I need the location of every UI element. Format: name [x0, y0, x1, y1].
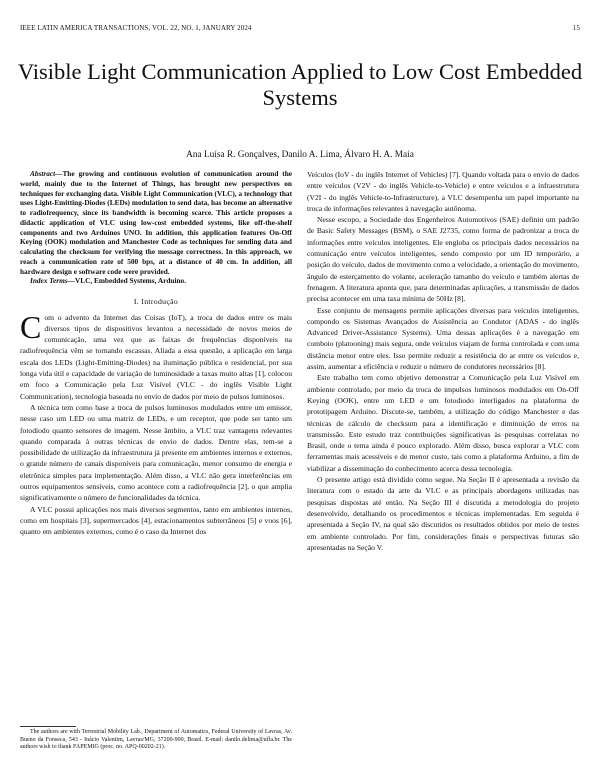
abstract-label: Abstract — [30, 169, 56, 178]
right-paragraph-3: Este trabalho tem como objetivo demonstrar a Comunicação pela Luz Visível em ambiente controlado, por meio da troca de impulsos luminosos modulados em On-Off Keying (OOK), entre um LED e um fotodiodo interligados na plataforma de prototipagem Arduino. Discute-se, também, a utilização do código Manchester e das técnicas de cálculo de checksum para a identificação e diminuição de erros na transmissão. Este estudo traz contribuições significativas às pesquisas correlatas no Brasil, onde o tema ainda é pouco explorado. Além disso, busca explorar a VLC com ferramentas mais acessíveis e de menor custo, tais como a plataforma Arduino, a fim de viabilizar a disseminação do conhecimento acerca dessa tecnologia. — [307, 373, 579, 473]
page-number: 15 — [572, 24, 580, 32]
index-terms-label: Index Terms — [30, 276, 68, 286]
right-paragraph-2: Esse conjunto de mensagens permite aplicações diversas para veículos inteligentes, compondo os Sistemas Avançados de Assistência ao Condutor (ADAS - do inglês Advanced Driver-Assistance Systems). Uma dessas aplicações é a navegação em comboio (platooning) mais segura, onde veículos viajam de forma controlada e com uma distância menor entre eles. Isso permite reduzir a resistência do ar entre os veículos e, assim, aumentar a eficiência e reduzir o número de condutores necessários [8]. — [307, 305, 579, 372]
intro-paragraph-1 — [20, 308, 292, 402]
journal-info: IEEE LATIN AMERICA TRANSACTIONS, VOL. 22, NO. 1, JANUARY 2024 — [20, 24, 252, 32]
intro-paragraph-3: A VLC possui aplicações nos mais diversos segmentos, tanto em ambientes internos, como em hospitais [3], supermercados [4], estacionamentos subterrâneos [5] e voos [6], quanto em ambientes externos, como é o caso da Internet dos — [20, 504, 292, 537]
author-footnote: The authors are with Terrestrial Mobility Lab., Department of Automatics, Federal University of Lavras, Av. Bueno da Fonseca, 543 - Inácio Valentim, Lavras/MG, 37200-900, Brasil. E-mail: danilo.delima@ufla.br. The authors wish to thank FAPEMIG (proc. no. APQ-00202-21). — [20, 729, 292, 751]
right-paragraph-0: Veículos (IoV - do inglês Internet of Vehicles) [7]. Quando voltada para o envio de dados entre veículos (V2V - do inglês Vehicle-to-Vehicle) e entre veículos e a infraestrutura (V2I - do inglês Vehicle-to-Infrastructure), a VLC desempenha um papel importante na troca de informações relevantes à navegação autônoma. — [307, 170, 579, 213]
index-terms — [20, 276, 292, 286]
abstract-text: —The growing and continuous evolution of communication around the world, mainly due to the Internet of Things, has brought new perspectives on techniques for exchanging data. Visible Light Communication (VLC), a technology that uses Light-Emitting-Diodes (LEDs) modulation to send data, has become an alternative to radiofrequency, since its bandwidth is becoming scarce. This article proposes a didactic application of VLC using low-cost embedded systems, like off-the-shelf components and two Arduinos UNO. In addition, this application features On-Off Keying (OOK) modulation and Manchester Code as techniques for sending data and calculating the checksum for verifying the message correctness. In this approach, we reach a communication rate of 500 bps, at a distance of 40 cm. In addition, all hardware design e software code were provided. — [20, 169, 292, 276]
index-terms-text: —VLC, Embedded Systems, Arduino. — [67, 276, 187, 286]
author-list: Ana Luísa R. Gonçalves, Danilo A. Lima, Álvaro H. A. Maia — [186, 150, 414, 160]
right-column — [307, 169, 579, 553]
intro-paragraph-1-text: om o advento da Internet das Coisas (IoT), a troca de dados entre os mais diversos tipos de dispositivos levantou a necessidade de novos meios de comunicação, uma vez que as faixas de frequências disponíveis na radiofrequência vêm se tornando escassas. Aliada a essa questão, a aplicação em larga escala dos LEDs (Light-Emitting-Diodes) na iluminação pública e residencial, por sua longa vida útil e capacidade de variação de luminosidade a taxas muito altas [1], colocou em foco a Comunicação pela Luz Visível (VLC - do inglês Visible Light Communication), tecnologia baseada no envio de dados por meio de pulsos luminosos. — [20, 312, 292, 401]
drop-cap: C — [20, 308, 42, 345]
section-heading-introduction: I. Introdução — [133, 297, 179, 307]
paper-title: Visible Light Communication Applied to Low Cost Embedded Systems — [17, 59, 583, 110]
intro-paragraph-2: A técnica tem como base a troca de pulsos luminosos modulados entre um emissor, nesse caso um LED ou uma matriz de LEDs, e um receptor, que pode ser tanto um fotodiodo quanto sensores de imagem. Nesse âmbito, a VLC traz vantagens relevantes quando comparada à outras técnicas de envio de dados. Dentre elas, tem-se a possibilidade de utilização da infraestrutura já presente em ambientes internos e externos, o grande número de canais disponíveis para comunicação, menor consumo de energia e eletrônica simples para implementação. Além disso, a VLC não gera interferências em outros equipamentos sensíveis, como acontece com a radiofrequência [2], o que amplia significativamente o número de funcionalidades da técnica. — [20, 402, 293, 503]
right-paragraph-4: O presente artigo está dividido como segue. Na Seção II é apresentada a revisão da literatura com o estado da arte da VLC e as principais abordagens utilizadas nas pesquisas dispostas até então. Na Seção III é discutida a metodologia do projeto desenvolvido, detalhando os procedimentos e técnicas implementadas. Em seguida é apresentada a Seção IV, na qual são discutidos os resultados obtidos por meio de testes em ambiente controlado. Por fim, considerações finais e perspectivas futuras são apresentadas na Seção V. — [307, 475, 579, 552]
left-column — [20, 169, 292, 537]
abstract — [20, 169, 292, 276]
running-header — [20, 24, 580, 32]
footnote-divider — [20, 726, 76, 727]
right-paragraph-1: Nesse escopo, a Sociedade dos Engenheiros Automotivos (SAE) definiu um padrão de Basic Safety Messages (BSM), o SAE J2735, como forma de padronizar a troca de informações entre veículos inteligentes. Ele engloba os principais dados necessários na comunicação entre veículos inteligentes, sendo composto por um ID temporário, a posição do veículo, dados de movimento como a velocidade, a orientação do movimento, ângulo de esterçamento do volante, aceleração tamanho do veículo e também alertas de frenagem. A literatura aponta que, para determinadas aplicações, a transmissão de dados precisa acontecer em uma taxa mínima de 50Hz [8]. — [307, 215, 579, 304]
